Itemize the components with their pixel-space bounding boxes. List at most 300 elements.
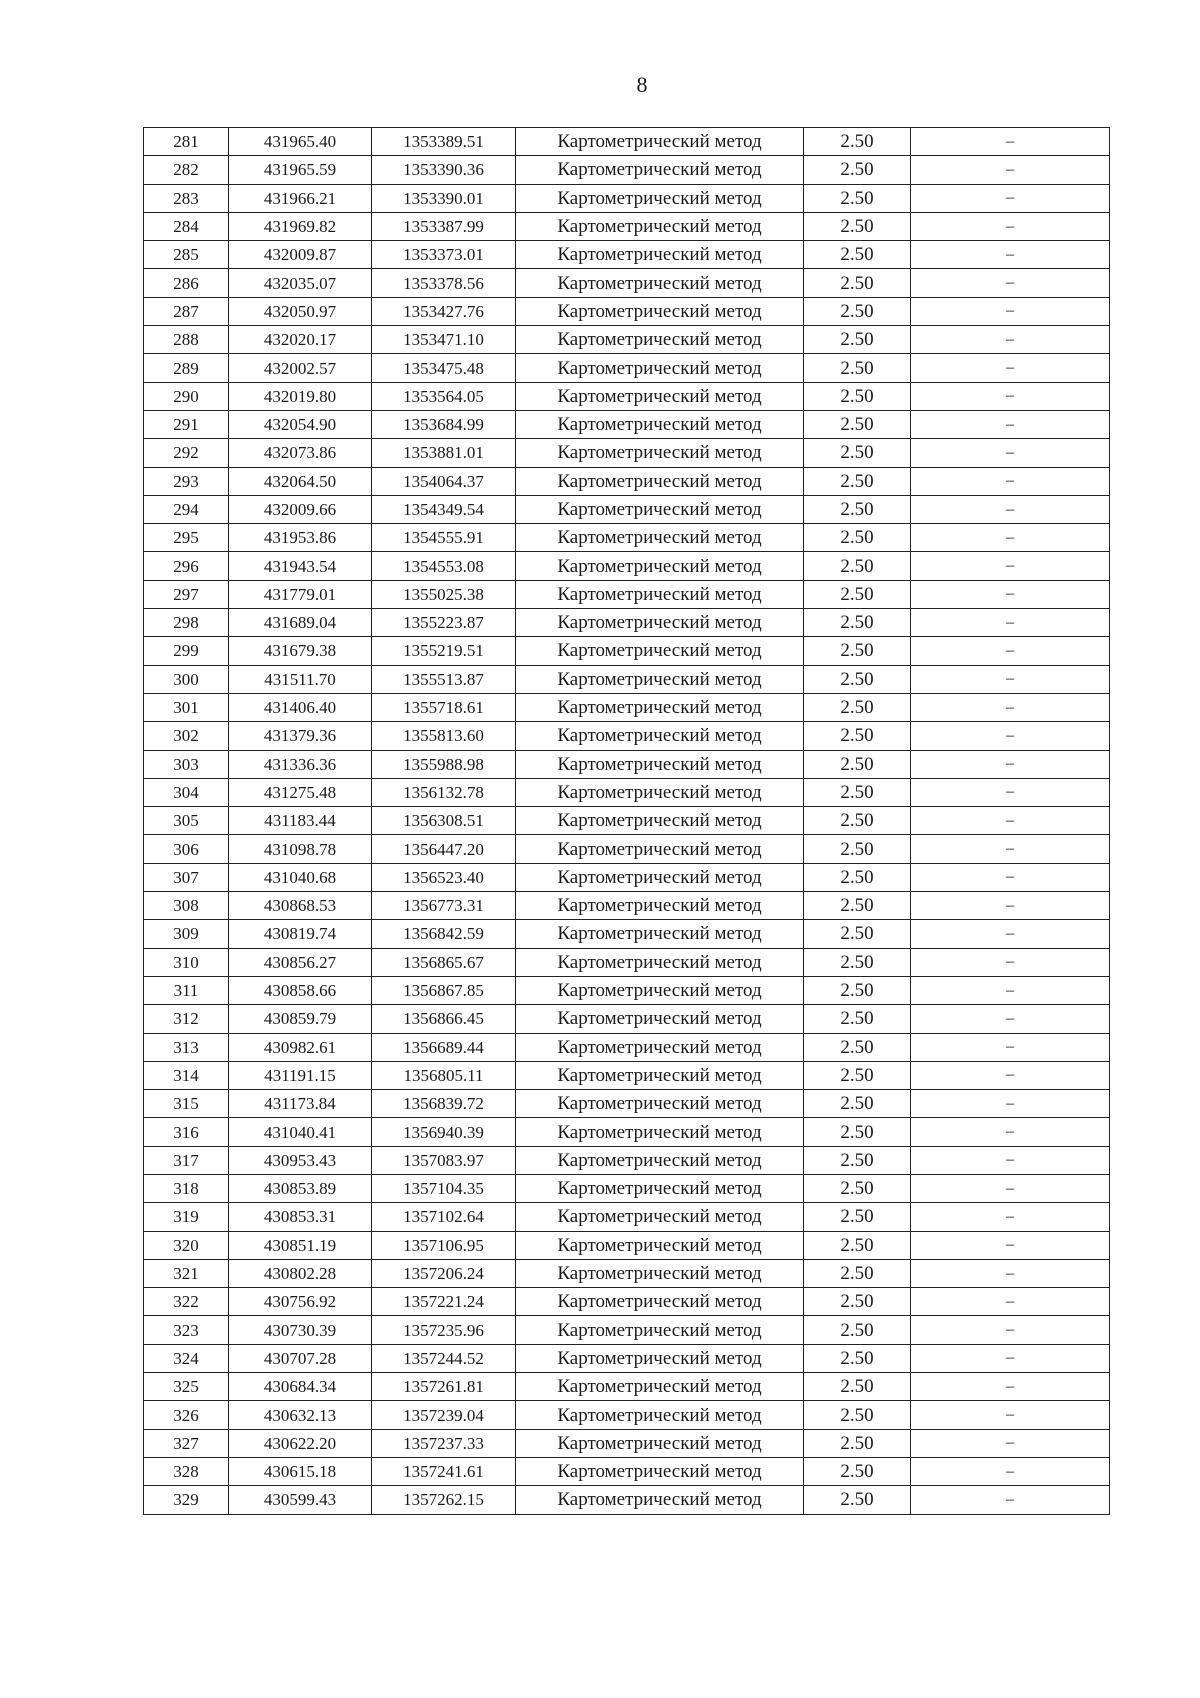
coordinate-x-cell: 431511.70 [229, 665, 372, 693]
coordinate-y-cell: 1357262.15 [372, 1486, 516, 1514]
method-cell: Картометрический метод [516, 212, 804, 240]
method-cell: Картометрический метод [516, 609, 804, 637]
point-number-cell: 301 [144, 693, 229, 721]
precision-cell: 2.50 [804, 495, 911, 523]
note-cell: – [911, 1457, 1110, 1485]
point-number-cell: 292 [144, 439, 229, 467]
note-cell: – [911, 948, 1110, 976]
point-number-cell: 317 [144, 1146, 229, 1174]
precision-cell: 2.50 [804, 1033, 911, 1061]
note-cell: – [911, 1174, 1110, 1202]
coordinate-x-cell: 431406.40 [229, 693, 372, 721]
point-number-cell: 305 [144, 807, 229, 835]
note-cell: – [911, 354, 1110, 382]
note-cell: – [911, 495, 1110, 523]
coordinate-x-cell: 430859.79 [229, 1005, 372, 1033]
precision-cell: 2.50 [804, 297, 911, 325]
precision-cell: 2.50 [804, 524, 911, 552]
coordinate-x-cell: 431679.38 [229, 637, 372, 665]
coordinate-y-cell: 1353684.99 [372, 410, 516, 438]
note-cell: – [911, 778, 1110, 806]
note-cell: – [911, 1118, 1110, 1146]
point-number-cell: 316 [144, 1118, 229, 1146]
coordinate-y-cell: 1355513.87 [372, 665, 516, 693]
note-cell: – [911, 665, 1110, 693]
coordinate-x-cell: 431275.48 [229, 778, 372, 806]
coordinate-y-cell: 1357241.61 [372, 1457, 516, 1485]
table-row [144, 354, 1110, 382]
table-row [144, 128, 1110, 156]
point-number-cell: 294 [144, 495, 229, 523]
coordinate-x-cell: 430982.61 [229, 1033, 372, 1061]
coordinate-y-cell: 1357239.04 [372, 1401, 516, 1429]
point-number-cell: 302 [144, 722, 229, 750]
coordinate-x-cell: 432050.97 [229, 297, 372, 325]
note-cell: – [911, 1231, 1110, 1259]
method-cell: Картометрический метод [516, 1203, 804, 1231]
precision-cell: 2.50 [804, 722, 911, 750]
coordinate-x-cell: 431191.15 [229, 1061, 372, 1089]
coordinates-table [143, 127, 1110, 1515]
coordinate-x-cell: 431965.59 [229, 156, 372, 184]
precision-cell: 2.50 [804, 948, 911, 976]
precision-cell: 2.50 [804, 580, 911, 608]
precision-cell: 2.50 [804, 410, 911, 438]
table-row [144, 580, 1110, 608]
precision-cell: 2.50 [804, 1373, 911, 1401]
table-row [144, 1316, 1110, 1344]
point-number-cell: 310 [144, 948, 229, 976]
coordinate-x-cell: 430853.31 [229, 1203, 372, 1231]
point-number-cell: 329 [144, 1486, 229, 1514]
coordinate-x-cell: 430622.20 [229, 1429, 372, 1457]
table-row [144, 665, 1110, 693]
point-number-cell: 320 [144, 1231, 229, 1259]
precision-cell: 2.50 [804, 1118, 911, 1146]
coordinate-y-cell: 1357102.64 [372, 1203, 516, 1231]
coordinate-x-cell: 430953.43 [229, 1146, 372, 1174]
point-number-cell: 314 [144, 1061, 229, 1089]
table-row [144, 835, 1110, 863]
point-number-cell: 318 [144, 1174, 229, 1202]
coordinate-y-cell: 1353564.05 [372, 382, 516, 410]
precision-cell: 2.50 [804, 1174, 911, 1202]
coordinate-x-cell: 430868.53 [229, 892, 372, 920]
point-number-cell: 300 [144, 665, 229, 693]
coordinate-y-cell: 1356940.39 [372, 1118, 516, 1146]
note-cell: – [911, 1259, 1110, 1287]
note-cell: – [911, 580, 1110, 608]
table-row [144, 1174, 1110, 1202]
table-row [144, 410, 1110, 438]
table-row [144, 184, 1110, 212]
coordinate-x-cell: 431173.84 [229, 1090, 372, 1118]
point-number-cell: 319 [144, 1203, 229, 1231]
precision-cell: 2.50 [804, 1146, 911, 1174]
precision-cell: 2.50 [804, 892, 911, 920]
coordinate-y-cell: 1356689.44 [372, 1033, 516, 1061]
coordinate-x-cell: 431953.86 [229, 524, 372, 552]
coordinate-y-cell: 1353471.10 [372, 326, 516, 354]
coordinate-x-cell: 431779.01 [229, 580, 372, 608]
coordinate-x-cell: 432035.07 [229, 269, 372, 297]
precision-cell: 2.50 [804, 439, 911, 467]
note-cell: – [911, 1486, 1110, 1514]
table-row [144, 948, 1110, 976]
method-cell: Картометрический метод [516, 835, 804, 863]
coordinate-x-cell: 430730.39 [229, 1316, 372, 1344]
point-number-cell: 298 [144, 609, 229, 637]
point-number-cell: 322 [144, 1288, 229, 1316]
coordinate-y-cell: 1353389.51 [372, 128, 516, 156]
point-number-cell: 313 [144, 1033, 229, 1061]
coordinate-x-cell: 431966.21 [229, 184, 372, 212]
point-number-cell: 291 [144, 410, 229, 438]
coordinate-y-cell: 1355223.87 [372, 609, 516, 637]
table-row [144, 1090, 1110, 1118]
point-number-cell: 281 [144, 128, 229, 156]
method-cell: Картометрический метод [516, 1373, 804, 1401]
note-cell: – [911, 835, 1110, 863]
coordinate-x-cell: 432002.57 [229, 354, 372, 382]
precision-cell: 2.50 [804, 1288, 911, 1316]
coordinate-x-cell: 432020.17 [229, 326, 372, 354]
method-cell: Картометрический метод [516, 467, 804, 495]
method-cell: Картометрический метод [516, 1005, 804, 1033]
method-cell: Картометрический метод [516, 297, 804, 325]
coordinate-x-cell: 431336.36 [229, 750, 372, 778]
coordinate-y-cell: 1356308.51 [372, 807, 516, 835]
note-cell: – [911, 552, 1110, 580]
method-cell: Картометрический метод [516, 1118, 804, 1146]
point-number-cell: 325 [144, 1373, 229, 1401]
note-cell: – [911, 1316, 1110, 1344]
table-row [144, 1118, 1110, 1146]
coordinate-x-cell: 431183.44 [229, 807, 372, 835]
point-number-cell: 311 [144, 976, 229, 1004]
note-cell: – [911, 976, 1110, 1004]
method-cell: Картометрический метод [516, 524, 804, 552]
point-number-cell: 312 [144, 1005, 229, 1033]
point-number-cell: 328 [144, 1457, 229, 1485]
precision-cell: 2.50 [804, 693, 911, 721]
coordinate-y-cell: 1355025.38 [372, 580, 516, 608]
precision-cell: 2.50 [804, 1061, 911, 1089]
coordinate-y-cell: 1354349.54 [372, 495, 516, 523]
method-cell: Картометрический метод [516, 1146, 804, 1174]
table-row [144, 1259, 1110, 1287]
coordinate-x-cell: 431040.68 [229, 863, 372, 891]
coordinate-y-cell: 1355219.51 [372, 637, 516, 665]
method-cell: Картометрический метод [516, 495, 804, 523]
precision-cell: 2.50 [804, 382, 911, 410]
precision-cell: 2.50 [804, 750, 911, 778]
precision-cell: 2.50 [804, 156, 911, 184]
coordinate-x-cell: 430858.66 [229, 976, 372, 1004]
note-cell: – [911, 920, 1110, 948]
note-cell: – [911, 1401, 1110, 1429]
method-cell: Картометрический метод [516, 1061, 804, 1089]
method-cell: Картометрический метод [516, 128, 804, 156]
table-row [144, 1373, 1110, 1401]
point-number-cell: 285 [144, 241, 229, 269]
coordinate-x-cell: 431098.78 [229, 835, 372, 863]
table-row [144, 637, 1110, 665]
point-number-cell: 299 [144, 637, 229, 665]
coordinate-y-cell: 1356447.20 [372, 835, 516, 863]
method-cell: Картометрический метод [516, 693, 804, 721]
table-row [144, 976, 1110, 1004]
note-cell: – [911, 1146, 1110, 1174]
coordinate-x-cell: 430756.92 [229, 1288, 372, 1316]
method-cell: Картометрический метод [516, 637, 804, 665]
note-cell: – [911, 156, 1110, 184]
point-number-cell: 290 [144, 382, 229, 410]
coordinate-x-cell: 430684.34 [229, 1373, 372, 1401]
coordinate-y-cell: 1356773.31 [372, 892, 516, 920]
coordinate-y-cell: 1357244.52 [372, 1344, 516, 1372]
note-cell: – [911, 410, 1110, 438]
method-cell: Картометрический метод [516, 863, 804, 891]
point-number-cell: 289 [144, 354, 229, 382]
precision-cell: 2.50 [804, 212, 911, 240]
table-row [144, 1288, 1110, 1316]
method-cell: Картометрический метод [516, 976, 804, 1004]
point-number-cell: 288 [144, 326, 229, 354]
table-row [144, 807, 1110, 835]
method-cell: Картометрический метод [516, 269, 804, 297]
precision-cell: 2.50 [804, 1259, 911, 1287]
coordinate-x-cell: 431379.36 [229, 722, 372, 750]
point-number-cell: 284 [144, 212, 229, 240]
table-row [144, 467, 1110, 495]
coordinate-x-cell: 432019.80 [229, 382, 372, 410]
point-number-cell: 282 [144, 156, 229, 184]
note-cell: – [911, 212, 1110, 240]
coordinate-y-cell: 1353390.36 [372, 156, 516, 184]
note-cell: – [911, 609, 1110, 637]
point-number-cell: 296 [144, 552, 229, 580]
coordinate-x-cell: 431943.54 [229, 552, 372, 580]
method-cell: Картометрический метод [516, 1174, 804, 1202]
table-row [144, 1401, 1110, 1429]
note-cell: – [911, 1288, 1110, 1316]
coordinate-x-cell: 431689.04 [229, 609, 372, 637]
table-row [144, 495, 1110, 523]
point-number-cell: 306 [144, 835, 229, 863]
coordinate-x-cell: 432073.86 [229, 439, 372, 467]
coordinate-x-cell: 431965.40 [229, 128, 372, 156]
method-cell: Картометрический метод [516, 1316, 804, 1344]
note-cell: – [911, 524, 1110, 552]
method-cell: Картометрический метод [516, 1033, 804, 1061]
coordinate-x-cell: 432064.50 [229, 467, 372, 495]
table-row [144, 1429, 1110, 1457]
coordinate-x-cell: 430707.28 [229, 1344, 372, 1372]
method-cell: Картометрический метод [516, 580, 804, 608]
coordinate-x-cell: 430851.19 [229, 1231, 372, 1259]
table-row [144, 722, 1110, 750]
point-number-cell: 304 [144, 778, 229, 806]
coordinate-y-cell: 1357235.96 [372, 1316, 516, 1344]
table-row [144, 920, 1110, 948]
note-cell: – [911, 184, 1110, 212]
precision-cell: 2.50 [804, 241, 911, 269]
coordinate-y-cell: 1357261.81 [372, 1373, 516, 1401]
method-cell: Картометрический метод [516, 1457, 804, 1485]
precision-cell: 2.50 [804, 1429, 911, 1457]
table-row [144, 892, 1110, 920]
note-cell: – [911, 1033, 1110, 1061]
coordinate-y-cell: 1353373.01 [372, 241, 516, 269]
precision-cell: 2.50 [804, 1486, 911, 1514]
table-row [144, 1033, 1110, 1061]
method-cell: Картометрический метод [516, 665, 804, 693]
note-cell: – [911, 863, 1110, 891]
note-cell: – [911, 1005, 1110, 1033]
coordinate-y-cell: 1356842.59 [372, 920, 516, 948]
precision-cell: 2.50 [804, 807, 911, 835]
method-cell: Картометрический метод [516, 326, 804, 354]
coordinate-y-cell: 1354555.91 [372, 524, 516, 552]
note-cell: – [911, 269, 1110, 297]
precision-cell: 2.50 [804, 128, 911, 156]
table-row [144, 1231, 1110, 1259]
method-cell: Картометрический метод [516, 1288, 804, 1316]
coordinate-y-cell: 1357221.24 [372, 1288, 516, 1316]
table-row [144, 693, 1110, 721]
precision-cell: 2.50 [804, 269, 911, 297]
table-row [144, 1457, 1110, 1485]
precision-cell: 2.50 [804, 1344, 911, 1372]
note-cell: – [911, 382, 1110, 410]
coordinate-y-cell: 1353881.01 [372, 439, 516, 467]
method-cell: Картометрический метод [516, 1486, 804, 1514]
note-cell: – [911, 1061, 1110, 1089]
note-cell: – [911, 1090, 1110, 1118]
table-row [144, 241, 1110, 269]
note-cell: – [911, 722, 1110, 750]
note-cell: – [911, 750, 1110, 778]
point-number-cell: 283 [144, 184, 229, 212]
method-cell: Картометрический метод [516, 1231, 804, 1259]
note-cell: – [911, 892, 1110, 920]
coordinate-x-cell: 430615.18 [229, 1457, 372, 1485]
precision-cell: 2.50 [804, 1401, 911, 1429]
table-row [144, 269, 1110, 297]
method-cell: Картометрический метод [516, 1401, 804, 1429]
precision-cell: 2.50 [804, 1457, 911, 1485]
point-number-cell: 315 [144, 1090, 229, 1118]
point-number-cell: 286 [144, 269, 229, 297]
method-cell: Картометрический метод [516, 948, 804, 976]
note-cell: – [911, 1203, 1110, 1231]
precision-cell: 2.50 [804, 665, 911, 693]
coordinate-y-cell: 1356866.45 [372, 1005, 516, 1033]
coordinate-y-cell: 1354064.37 [372, 467, 516, 495]
precision-cell: 2.50 [804, 184, 911, 212]
precision-cell: 2.50 [804, 552, 911, 580]
coordinate-x-cell: 430599.43 [229, 1486, 372, 1514]
method-cell: Картометрический метод [516, 382, 804, 410]
coordinate-y-cell: 1353390.01 [372, 184, 516, 212]
method-cell: Картометрический метод [516, 439, 804, 467]
note-cell: – [911, 467, 1110, 495]
coordinate-x-cell: 431969.82 [229, 212, 372, 240]
method-cell: Картометрический метод [516, 156, 804, 184]
method-cell: Картометрический метод [516, 750, 804, 778]
coordinate-y-cell: 1357104.35 [372, 1174, 516, 1202]
point-number-cell: 307 [144, 863, 229, 891]
note-cell: – [911, 1373, 1110, 1401]
method-cell: Картометрический метод [516, 920, 804, 948]
table-row [144, 552, 1110, 580]
page-number: 8 [636, 72, 648, 97]
coordinate-y-cell: 1354553.08 [372, 552, 516, 580]
method-cell: Картометрический метод [516, 241, 804, 269]
table-row [144, 1146, 1110, 1174]
precision-cell: 2.50 [804, 1203, 911, 1231]
method-cell: Картометрический метод [516, 1344, 804, 1372]
precision-cell: 2.50 [804, 1005, 911, 1033]
point-number-cell: 303 [144, 750, 229, 778]
method-cell: Картометрический метод [516, 722, 804, 750]
coordinate-x-cell: 430802.28 [229, 1259, 372, 1287]
method-cell: Картометрический метод [516, 1090, 804, 1118]
coordinate-y-cell: 1357206.24 [372, 1259, 516, 1287]
precision-cell: 2.50 [804, 835, 911, 863]
method-cell: Картометрический метод [516, 552, 804, 580]
coordinate-y-cell: 1353378.56 [372, 269, 516, 297]
precision-cell: 2.50 [804, 1231, 911, 1259]
note-cell: – [911, 128, 1110, 156]
point-number-cell: 297 [144, 580, 229, 608]
point-number-cell: 327 [144, 1429, 229, 1457]
table-row [144, 524, 1110, 552]
note-cell: – [911, 807, 1110, 835]
precision-cell: 2.50 [804, 778, 911, 806]
precision-cell: 2.50 [804, 1090, 911, 1118]
precision-cell: 2.50 [804, 1316, 911, 1344]
precision-cell: 2.50 [804, 863, 911, 891]
table-row [144, 750, 1110, 778]
note-cell: – [911, 326, 1110, 354]
point-number-cell: 309 [144, 920, 229, 948]
table-row [144, 1486, 1110, 1514]
coordinate-y-cell: 1357083.97 [372, 1146, 516, 1174]
precision-cell: 2.50 [804, 920, 911, 948]
coordinate-x-cell: 430819.74 [229, 920, 372, 948]
note-cell: – [911, 439, 1110, 467]
note-cell: – [911, 1429, 1110, 1457]
table-row [144, 778, 1110, 806]
point-number-cell: 295 [144, 524, 229, 552]
precision-cell: 2.50 [804, 467, 911, 495]
method-cell: Картометрический метод [516, 892, 804, 920]
coordinate-y-cell: 1356805.11 [372, 1061, 516, 1089]
coordinate-x-cell: 431040.41 [229, 1118, 372, 1146]
note-cell: – [911, 1344, 1110, 1372]
coordinate-x-cell: 430856.27 [229, 948, 372, 976]
method-cell: Картометрический метод [516, 807, 804, 835]
coordinates-table-body [144, 128, 1110, 1515]
coordinate-y-cell: 1357106.95 [372, 1231, 516, 1259]
table-row [144, 297, 1110, 325]
coordinate-y-cell: 1356867.85 [372, 976, 516, 1004]
coordinate-x-cell: 432054.90 [229, 410, 372, 438]
coordinate-y-cell: 1353387.99 [372, 212, 516, 240]
table-row [144, 1203, 1110, 1231]
